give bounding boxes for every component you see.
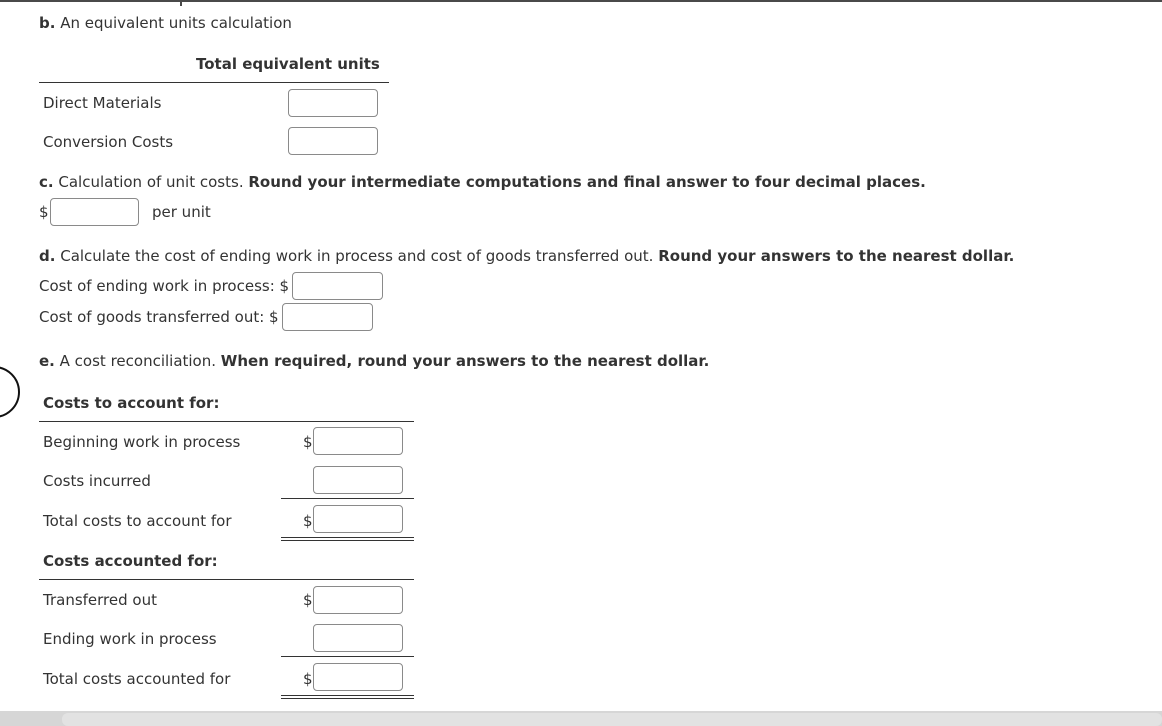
transferred-cost-label: Cost of goods transferred out: $ [39,308,279,326]
accounted-double-rule-top [281,695,414,696]
part-c-instruction: Round your intermediate computations and final answer to four decimal places. [248,173,926,191]
part-b-heading [39,14,292,32]
conversion-costs-input[interactable] [288,127,378,155]
ending-wip-cost-label: Cost of ending work in process: $ [39,277,290,295]
ending-wip-label: Ending work in process [43,630,217,648]
accounted-subtotal-rule [281,656,414,657]
unit-cost-input[interactable] [50,198,139,226]
total-to-account-input[interactable] [313,505,403,533]
direct-materials-input[interactable] [288,89,378,117]
side-navigation-circle[interactable] [0,366,20,418]
transferred-cost-input[interactable] [282,303,373,331]
top-border [0,0,1162,2]
part-d-instruction: Round your answers to the nearest dollar. [658,247,1015,265]
ending-wip-cost-input[interactable] [292,272,383,300]
transferred-out-label: Transferred out [43,591,157,609]
transferred-out-input[interactable] [313,586,403,614]
per-unit-label: per unit [152,203,211,221]
part-d-letter: d. [39,247,56,265]
part-e-heading-text: A cost reconciliation. [59,352,217,370]
top-border-notch [180,0,182,6]
part-b-heading-text: An equivalent units calculation [60,14,292,32]
total-accounted-currency: $ [303,670,313,688]
part-e-instruction: When required, round your answers to the nearest dollar. [220,352,710,370]
total-double-rule-top [281,537,414,538]
total-to-account-currency: $ [303,512,313,530]
to-account-header-rule [39,421,414,422]
subtotal-rule [281,498,414,499]
accounted-header-rule [39,579,414,580]
beginning-wip-currency: $ [303,433,313,451]
costs-accounted-for-header: Costs accounted for: [43,552,218,570]
part-c-letter: c. [39,173,54,191]
part-b-letter: b. [39,14,56,32]
transferred-out-currency: $ [303,591,313,609]
total-to-account-label: Total costs to account for [43,512,232,530]
beginning-wip-input[interactable] [313,427,403,455]
horizontal-scrollbar-thumb[interactable] [62,713,1162,726]
total-double-rule-bottom [281,540,414,541]
costs-incurred-input[interactable] [313,466,403,494]
part-d-heading-text: Calculate the cost of ending work in process and cost of goods transferred out. [60,247,654,265]
costs-to-account-for-header: Costs to account for: [43,394,220,412]
part-e-letter: e. [39,352,55,370]
accounted-double-rule-bottom [281,698,414,699]
beginning-wip-label: Beginning work in process [43,433,241,451]
conversion-costs-label: Conversion Costs [43,133,174,151]
direct-materials-label: Direct Materials [43,94,162,112]
total-accounted-label: Total costs accounted for [43,670,231,688]
unit-cost-currency: $ [39,203,49,221]
costs-incurred-label: Costs incurred [43,472,151,490]
part-c-heading-text: Calculation of unit costs. [58,173,244,191]
part-d-heading [39,247,1014,265]
header-rule [39,82,389,83]
ending-wip-input[interactable] [313,624,403,652]
equivalent-units-column-header: Total equivalent units [196,55,380,73]
total-accounted-input[interactable] [313,663,403,691]
part-e-heading [39,352,709,370]
part-c-heading [39,173,926,191]
